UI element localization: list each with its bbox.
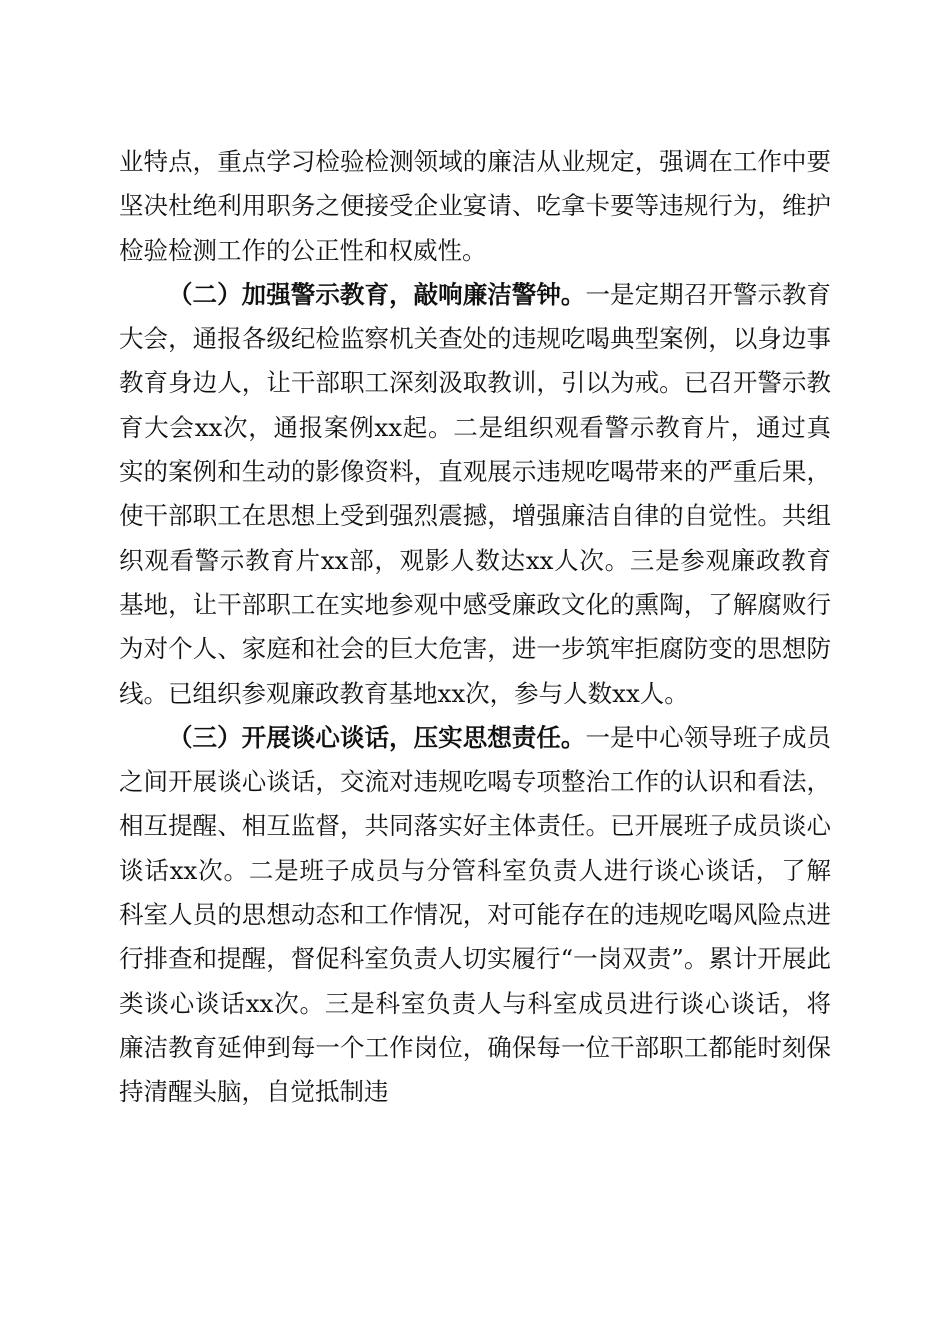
section-heading-3: （三）开展谈心谈话，压实思想责任。 xyxy=(168,722,586,752)
paragraph-body: 一是定期召开警示教育大会，通报各级纪检监察机关查处的违规吃喝典型案例，以身边事教育身边人，让干部职工深刻汲取教训，引以为戒。已召开警示教育大会xx次，通报案例xx起。二是组织观看警示教育片，通过真实的案例和生动的影像资料，直观展示违规吃喝带来的严重后果，使干部职工在思想上受到强烈震撼，增强廉洁自律的自觉性。共组织观看警示教育片xx部，观影人数达xx人次。三是参观廉政教育基地，让干部职工在实地参观中感受廉政文化的熏陶，了解腐败行为对个人、家庭和社会的巨大危害，进一步筑牢拒腐防变的思想防线。已组织参观廉政教育基地xx次，参与人数xx人。 xyxy=(119,279,832,708)
document-body xyxy=(119,140,831,1115)
paragraph-body: 业特点，重点学习检验检测领域的廉洁从业规定，强调在工作中要坚决杜绝利用职务之便接受企业宴请、吃拿卡要等违规行为，维护检验检测工作的公正性和权威性。 xyxy=(119,147,831,265)
paragraph-body: 一是中心领导班子成员之间开展谈心谈话，交流对违规吃喝专项整治工作的认识和看法，相互提醒、相互监督，共同落实好主体责任。已开展班子成员谈心谈话xx次。二是班子成员与分管科室负责人进行谈心谈话，了解科室人员的思想动态和工作情况，对可能存在的违规吃喝风险点进行排查和提醒，督促科室负责人切实履行“一岗双责”。累计开展此类谈心谈话xx次。三是科室负责人与科室成员进行谈心谈话，将廉洁教育延伸到每一个工作岗位，确保每一位干部职工都能时刻保持清醒头脑，自觉抵制违 xyxy=(119,722,832,1107)
paragraph-continuation xyxy=(119,140,831,273)
section-heading-2: （二）加强警示教育，敲响廉洁警钟。 xyxy=(168,279,586,309)
paragraph-warning-education xyxy=(119,273,831,716)
paragraph-heart-to-heart-talks xyxy=(119,716,831,1115)
